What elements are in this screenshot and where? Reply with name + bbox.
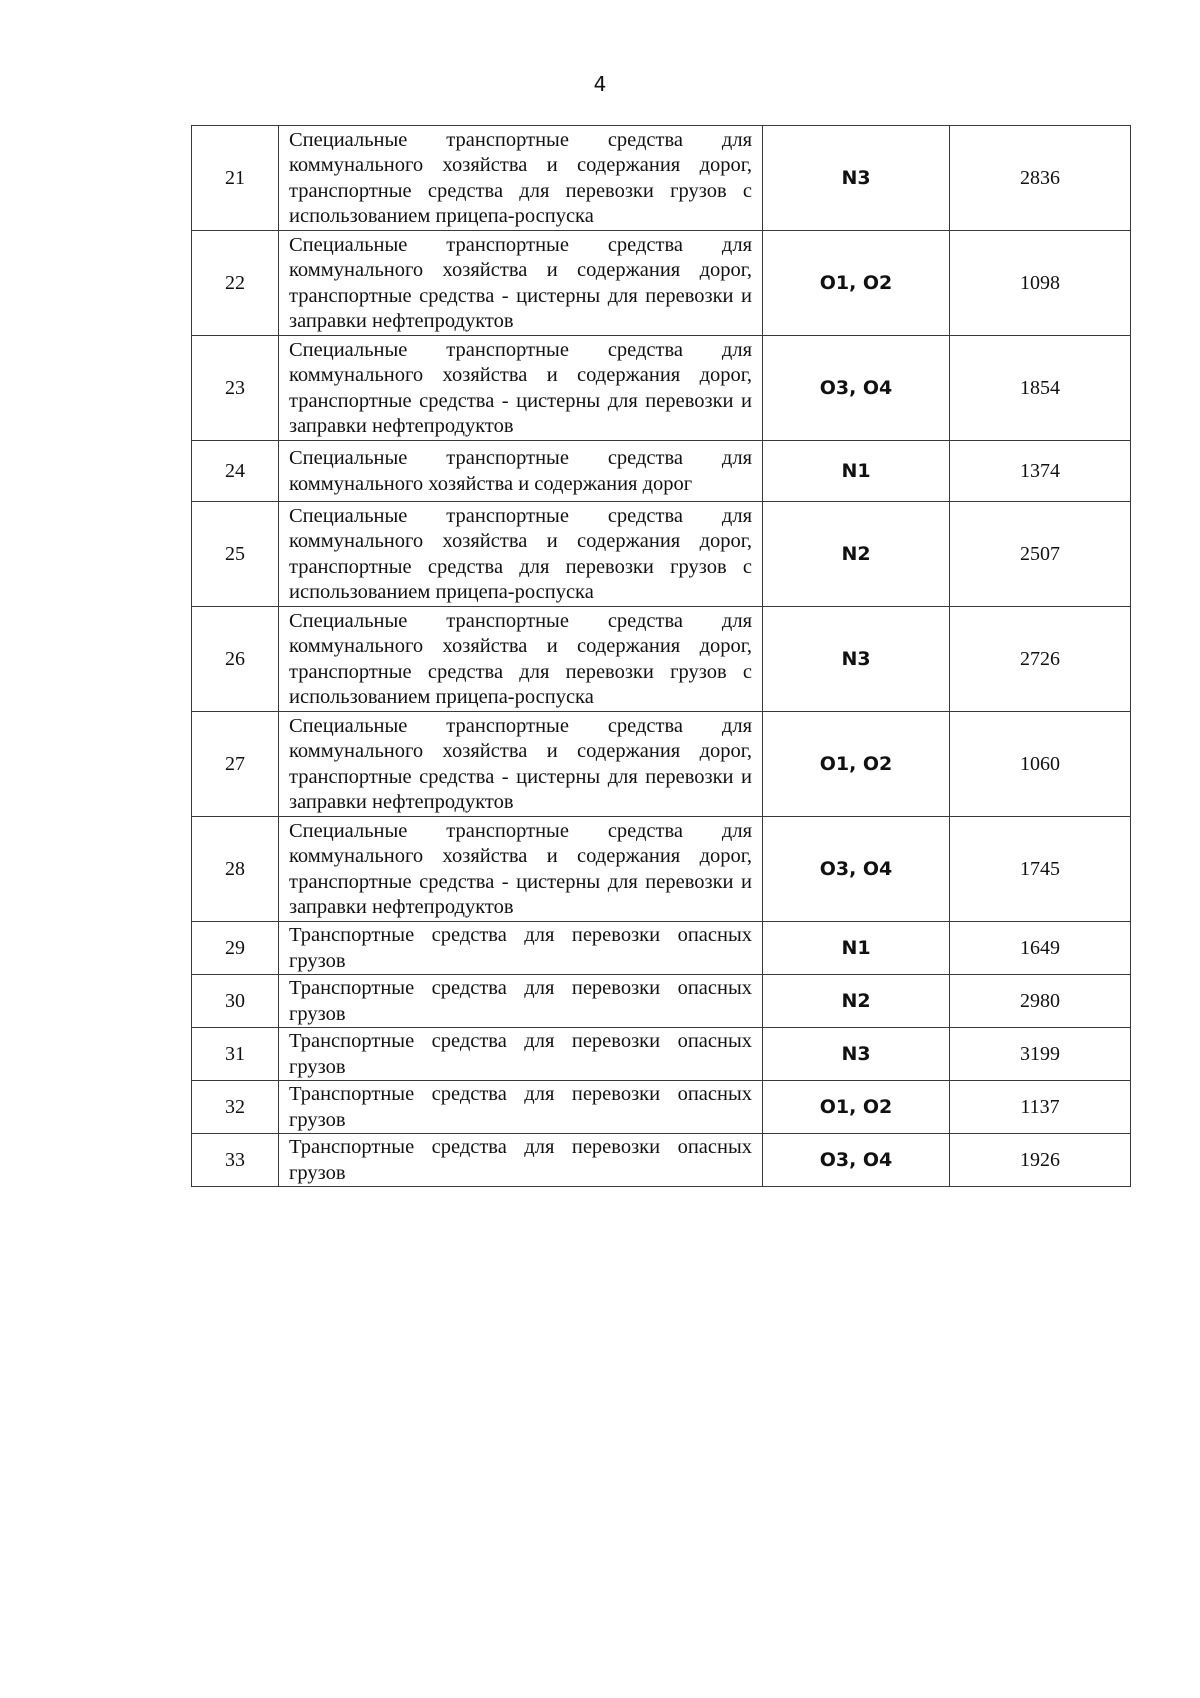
vehicle-description: Специальные транспортные средства для коммунального хозяйства и содержания дорог xyxy=(279,441,763,502)
vehicle-description: Специальные транспортные средства для коммунального хозяйства и содержания дорог, транспортные средства - цистерны для перевозки и заправки нефтепродуктов xyxy=(279,712,763,817)
table-row xyxy=(192,712,1131,817)
row-number: 30 xyxy=(192,975,279,1028)
rate-value: 2980 xyxy=(950,975,1131,1028)
rate-value: 2726 xyxy=(950,607,1131,712)
vehicle-category: O1, O2 xyxy=(763,712,950,817)
table-row xyxy=(192,922,1131,975)
row-number: 31 xyxy=(192,1028,279,1081)
vehicle-category: N2 xyxy=(763,975,950,1028)
row-number: 24 xyxy=(192,441,279,502)
table-row xyxy=(192,126,1131,231)
vehicle-description: Транспортные средства для перевозки опасных грузов xyxy=(279,922,763,975)
table-row xyxy=(192,1028,1131,1081)
row-number: 23 xyxy=(192,336,279,441)
data-table xyxy=(191,125,1131,1187)
vehicle-category: N3 xyxy=(763,1028,950,1081)
table-row xyxy=(192,502,1131,607)
vehicle-description: Специальные транспортные средства для коммунального хозяйства и содержания дорог, транспортные средства для перевозки грузов с использованием прицепа-роспуска xyxy=(279,607,763,712)
rate-value: 1098 xyxy=(950,231,1131,336)
row-number: 22 xyxy=(192,231,279,336)
table-row xyxy=(192,607,1131,712)
rate-value: 3199 xyxy=(950,1028,1131,1081)
vehicle-description: Специальные транспортные средства для коммунального хозяйства и содержания дорог, транспортные средства для перевозки грузов с использованием прицепа-роспуска xyxy=(279,502,763,607)
table-row xyxy=(192,817,1131,922)
vehicle-category: N1 xyxy=(763,922,950,975)
vehicle-category: O3, O4 xyxy=(763,336,950,441)
rate-value: 1649 xyxy=(950,922,1131,975)
rate-value: 1926 xyxy=(950,1134,1131,1187)
vehicle-category: N2 xyxy=(763,502,950,607)
row-number: 28 xyxy=(192,817,279,922)
vehicle-category-table xyxy=(191,125,1130,1187)
vehicle-category: O1, O2 xyxy=(763,1081,950,1134)
rate-value: 1374 xyxy=(950,441,1131,502)
vehicle-category: N1 xyxy=(763,441,950,502)
vehicle-category: N3 xyxy=(763,607,950,712)
rate-value: 1060 xyxy=(950,712,1131,817)
table-row xyxy=(192,336,1131,441)
vehicle-description: Транспортные средства для перевозки опасных грузов xyxy=(279,1028,763,1081)
vehicle-category: N3 xyxy=(763,126,950,231)
rate-value: 1137 xyxy=(950,1081,1131,1134)
vehicle-description: Транспортные средства для перевозки опасных грузов xyxy=(279,1081,763,1134)
vehicle-description: Специальные транспортные средства для коммунального хозяйства и содержания дорог, транспортные средства - цистерны для перевозки и заправки нефтепродуктов xyxy=(279,817,763,922)
vehicle-description: Специальные транспортные средства для коммунального хозяйства и содержания дорог, транспортные средства для перевозки грузов с использованием прицепа-роспуска xyxy=(279,126,763,231)
row-number: 29 xyxy=(192,922,279,975)
vehicle-description: Специальные транспортные средства для коммунального хозяйства и содержания дорог, транспортные средства - цистерны для перевозки и заправки нефтепродуктов xyxy=(279,336,763,441)
table-row xyxy=(192,441,1131,502)
row-number: 27 xyxy=(192,712,279,817)
vehicle-category: O3, O4 xyxy=(763,1134,950,1187)
vehicle-description: Транспортные средства для перевозки опасных грузов xyxy=(279,975,763,1028)
table-row xyxy=(192,231,1131,336)
vehicle-category: O3, O4 xyxy=(763,817,950,922)
page-number: 4 xyxy=(593,72,607,96)
table-row xyxy=(192,975,1131,1028)
row-number: 32 xyxy=(192,1081,279,1134)
table-row xyxy=(192,1134,1131,1187)
rate-value: 1745 xyxy=(950,817,1131,922)
rate-value: 2507 xyxy=(950,502,1131,607)
row-number: 26 xyxy=(192,607,279,712)
row-number: 21 xyxy=(192,126,279,231)
table-row xyxy=(192,1081,1131,1134)
vehicle-description: Специальные транспортные средства для коммунального хозяйства и содержания дорог, транспортные средства - цистерны для перевозки и заправки нефтепродуктов xyxy=(279,231,763,336)
row-number: 33 xyxy=(192,1134,279,1187)
vehicle-category: O1, O2 xyxy=(763,231,950,336)
row-number: 25 xyxy=(192,502,279,607)
rate-value: 1854 xyxy=(950,336,1131,441)
vehicle-description: Транспортные средства для перевозки опасных грузов xyxy=(279,1134,763,1187)
rate-value: 2836 xyxy=(950,126,1131,231)
